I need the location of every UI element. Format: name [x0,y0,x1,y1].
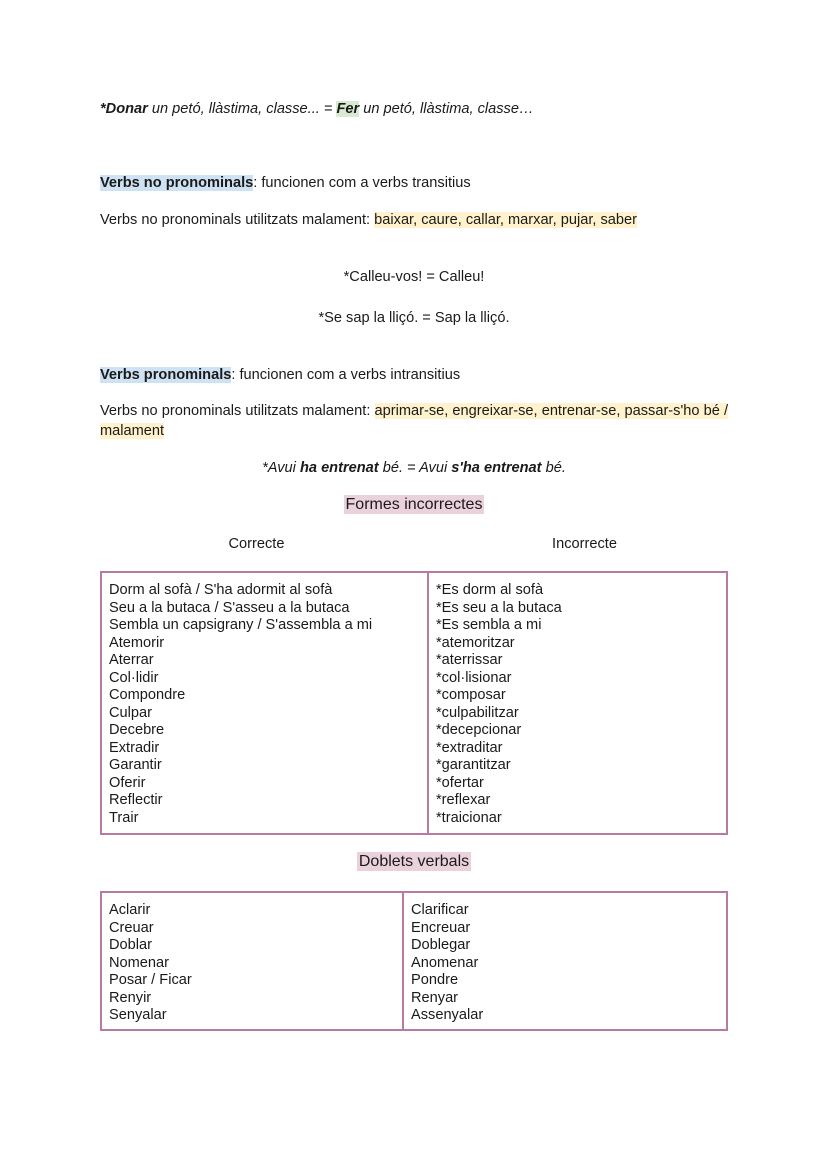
doblets-title: Doblets verbals [358,853,470,870]
pronominals-heading-line [100,365,728,385]
incorrect-item: *traicionar [436,809,502,826]
correct-item: Aterrar [109,652,154,668]
doblet-item: Doblar [109,937,152,953]
incorrect-item: *reflexar [436,792,491,808]
intro-text-2: un petó, llàstima, classe… [359,101,534,117]
incorrect-item: *extraditar [436,739,503,756]
ex-part-4: s'ha entrenat [451,460,542,476]
doblet-item: Anomenar [411,954,479,971]
doblet-item: Renyir [109,989,152,1006]
pronominals-misused-label: Verbs no pronominals utilitzats malament: [100,403,375,419]
doblet-item: Pondre [411,972,459,988]
example-sap: *Se sap la lliçó. = Sap la lliçó. [318,310,510,326]
formes-table [100,571,728,835]
doblet-item: Clarificar [411,902,469,918]
ex-part-3: bé. = Avui [378,460,452,476]
ex-part-5: bé. [541,460,566,476]
doblet-item: Posar / Ficar [109,972,192,988]
incorrect-item: *atemoritzar [436,634,515,651]
incorrect-item: *Es seu a la butaca [436,599,562,616]
doblet-item: Aclarir [109,902,151,918]
doblet-item: Assenyalar [411,1007,484,1023]
intro-text-1: un petó, llàstima, classe... = [147,101,337,117]
no-pronominals-misused-list: baixar, caure, callar, marxar, pujar, saber [374,212,637,228]
incorrect-item: *garantitzar [436,757,511,773]
correct-item: Col·lidir [109,669,159,686]
no-pronominals-heading: Verbs no pronominals [100,175,254,191]
correct-item: Compondre [109,687,186,703]
incorrect-item: *Es dorm al sofà [436,582,544,598]
doblet-item: Encreuar [411,919,471,936]
correct-item: Garantir [109,757,162,773]
incorrect-item: *Es sembla a mi [436,617,542,633]
incorrect-item: *culpabilitzar [436,704,519,721]
correct-item: Seu a la butaca / S'asseu a la butaca [109,599,350,616]
correct-item: Atemorir [109,634,165,651]
no-pronominals-heading-line [100,173,728,193]
correct-item: Oferir [109,774,146,791]
doblets-right-column [402,893,726,1029]
intro-line [100,99,728,119]
pronominals-desc: : funcionen com a verbs intransitius [231,367,461,383]
correct-column [102,573,427,833]
doblets-title-line [100,852,728,872]
fer-word: Fer [336,101,360,117]
incorrect-item: *composar [436,687,506,703]
correct-item: Sembla un capsigrany / S'assembla a mi [109,617,373,633]
incorrect-item: *col·lisionar [436,669,512,686]
doblet-item: Doblegar [411,937,471,953]
ex-part-2: ha entrenat [299,460,379,476]
no-pronominals-misused-line [100,210,728,230]
no-pronominals-desc: : funcionen com a verbs transitius [253,175,471,191]
col-header-incorrect: Incorrecte [552,536,617,552]
pronominals-misused-list: aprimar-se, engreixar-se, entrenar-se, passar-s'ho bé / malament [100,403,729,439]
example-calleu: *Calleu-vos! = Calleu! [343,269,485,285]
incorrect-item: *decepcionar [436,722,522,738]
donar-word: *Donar [100,101,148,117]
incorrect-item: *ofertar [436,774,484,791]
no-pronominals-misused-label: Verbs no pronominals utilitzats malament: [100,212,375,228]
incorrect-column [427,573,726,833]
correct-item: Decebre [109,722,165,738]
correct-item: Dorm al sofà / S'ha adormit al sofà [109,582,333,598]
pronominals-misused-paragraph [100,401,728,441]
correct-item: Trair [109,809,139,826]
doblet-item: Senyalar [109,1007,167,1023]
col-header-correct: Correcte [228,536,285,552]
incorrect-item: *aterrissar [436,652,503,668]
pronominals-heading: Verbs pronominals [100,367,232,383]
doblet-item: Renyar [411,989,459,1006]
example-entrenat [100,458,728,478]
formes-title: Formes incorrectes [345,496,483,513]
correct-item: Culpar [109,704,152,721]
doblet-item: Nomenar [109,954,170,971]
doblets-left-column [102,893,402,1029]
correct-item: Reflectir [109,792,163,808]
formes-title-line [100,495,728,515]
ex-part-1: *Avui [262,460,300,476]
doblet-item: Creuar [109,919,154,936]
doblets-table [100,891,728,1031]
correct-item: Extradir [109,739,160,756]
